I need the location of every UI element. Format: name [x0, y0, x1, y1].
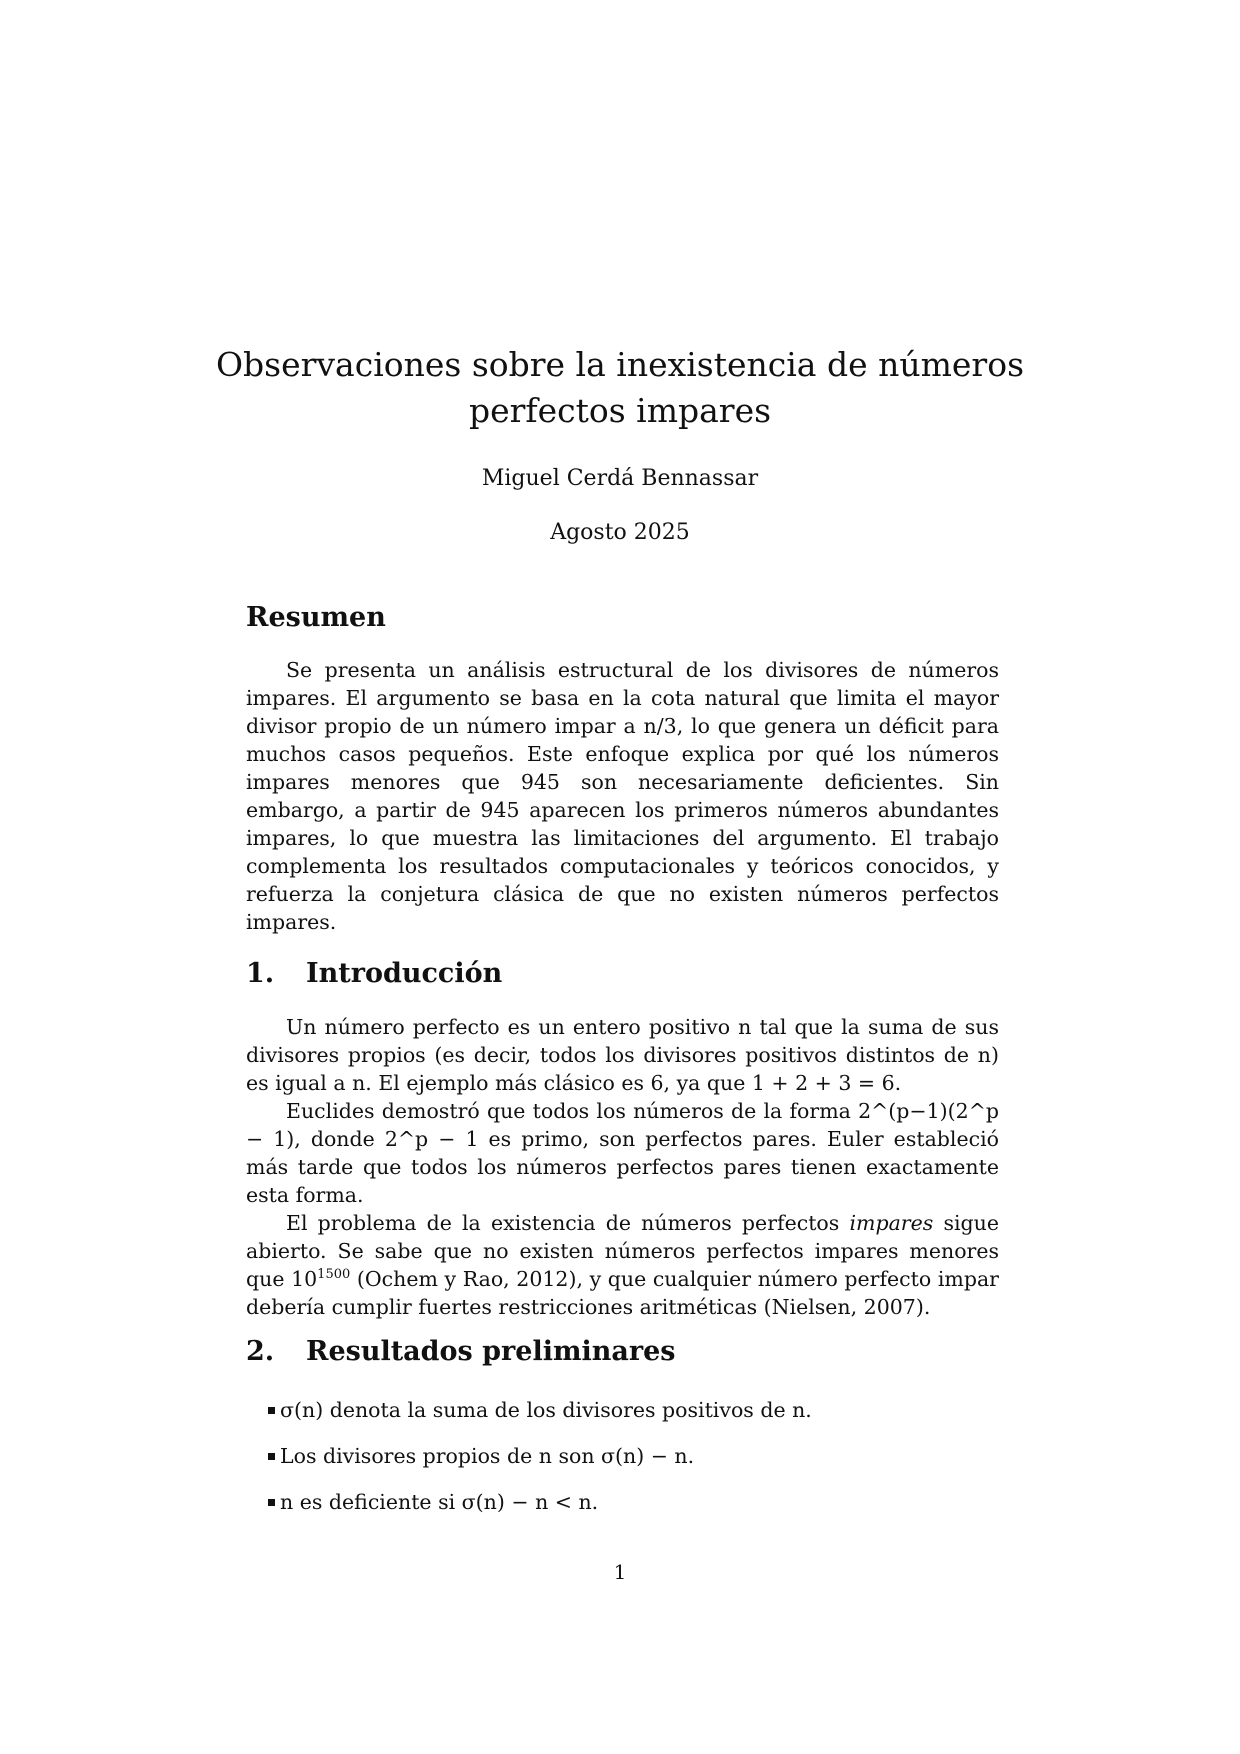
author: Miguel Cerdá Bennassar	[481, 466, 759, 491]
list-item: σ(n) denota la suma de los divisores positivos de n.	[280, 1396, 812, 1442]
abstract-text: Se presenta un análisis estructural de los divisores de números impares. El argumento se basa en la cota natural que limita el mayor divisor propio de un número impar a n/3, lo que genera un déficit para muchos casos pequeños. Este enfoque explica por qué los números impares menores que 945 son necesariamente deficientes. Sin embargo, a partir de 945 aparecen los primeros números abundantes impares, lo que muestra las limitaciones del argumento. El trabajo complementa los resultados computacionales y teóricos conocidos, y refuerza la conjetura clásica de que no existen números perfectos impares.	[246, 658, 999, 934]
date: Agosto 2025	[550, 520, 690, 545]
section-1-number: 1.	[246, 958, 275, 989]
p3-part-b: sigue abierto. Se sabe que no existen números perfectos impares menores que	[246, 1211, 999, 1291]
abstract-heading: Resumen	[246, 602, 386, 633]
section-2-heading	[246, 1336, 676, 1367]
page-number: 1	[613, 1560, 627, 1584]
p3-power-base: 10	[291, 1267, 318, 1291]
abstract-body	[246, 656, 999, 936]
title-block	[0, 342, 1240, 434]
section-2-title: Resultados preliminares	[306, 1336, 676, 1367]
section-1-body	[246, 1013, 999, 1321]
p3-power-exponent: 1500	[317, 1267, 351, 1283]
section-1-heading	[246, 958, 502, 989]
list-item: Los divisores propios de n son σ(n) − n.	[280, 1442, 812, 1488]
p3-part-a: El problema de la existencia de números perfectos	[286, 1211, 840, 1235]
intro-paragraph-1: Un número perfecto es un entero positivo n tal que la suma de sus divisores propios (es decir, todos los divisores positivos distintos de n) es igual a n. El ejemplo más clásico es 6, ya que 1 + 2 + 3 = 6.	[246, 1015, 999, 1095]
p3-part-c: (Ochem y Rao, 2012), y que cualquier número perfecto impar debería cumplir fuertes restricciones aritméticas (Nielsen, 2007).	[246, 1267, 999, 1319]
section-1-title: Introducción	[306, 958, 503, 989]
intro-paragraph-2: Euclides demostró que todos los números de la forma 2^(p−1)(2^p − 1), donde 2^p − 1 es primo, son perfectos pares. Euler estableció más tarde que todos los números perfectos pares tienen exactamente esta forma.	[246, 1099, 999, 1207]
p3-emphasis: impares	[849, 1211, 934, 1235]
section-2-number: 2.	[246, 1336, 275, 1367]
paper-title-line-2: perfectos impares	[468, 391, 772, 430]
preliminary-list	[280, 1396, 812, 1534]
list-item: n es deficiente si σ(n) − n < n.	[280, 1488, 812, 1534]
intro-paragraph-3	[246, 1209, 999, 1321]
paper-title-line-1: Observaciones sobre la inexistencia de números	[215, 345, 1025, 384]
